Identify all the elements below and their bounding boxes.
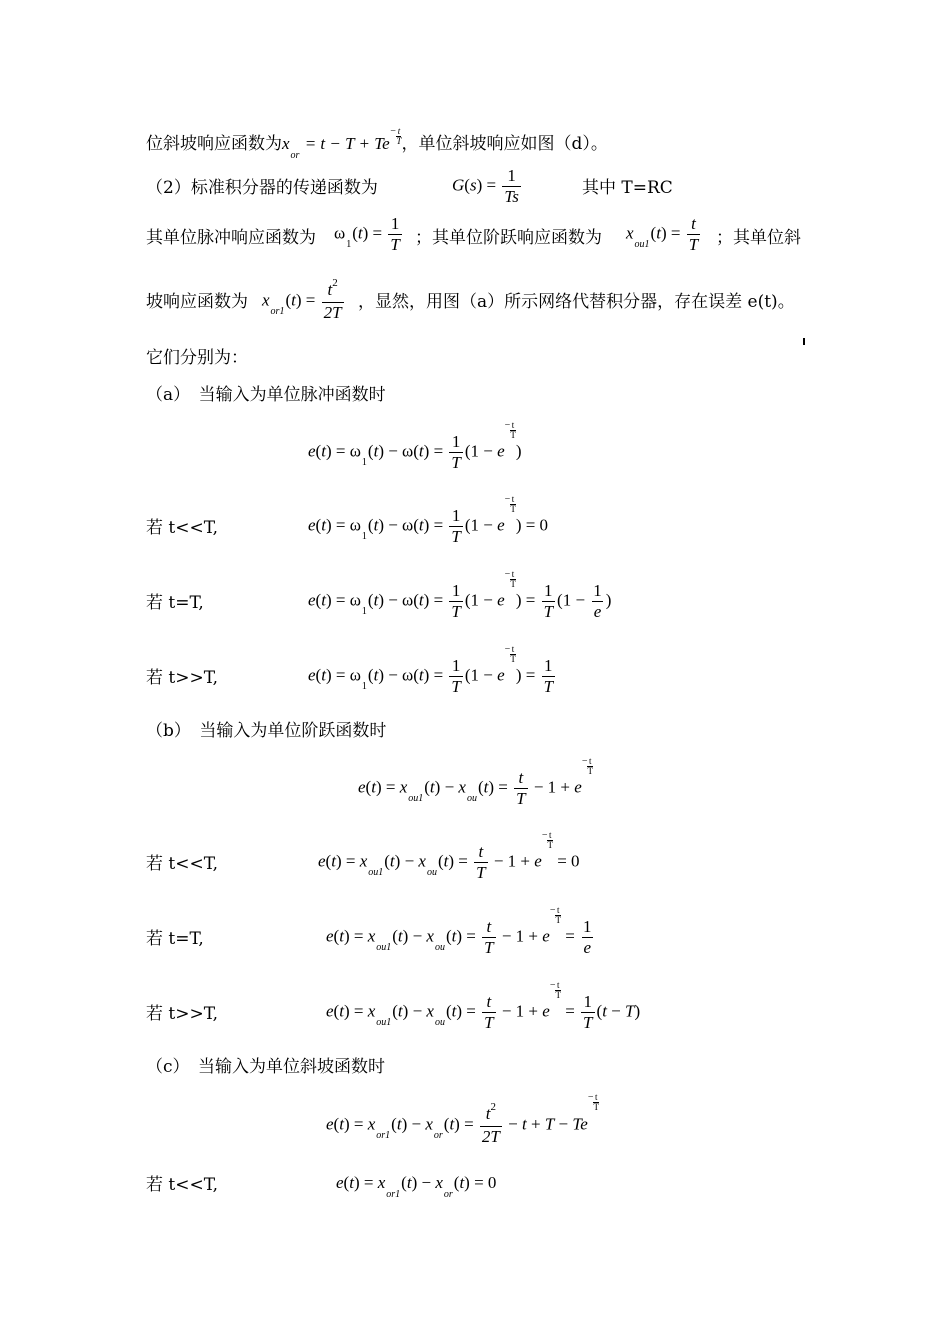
section-c-heading: （c） 当输入为单位斜坡函数时 [146,1057,386,1077]
text: ，显然，用图（a）所示网络代替积分器，存在误差 e(t)。 [358,292,795,312]
formula-b-lt: $e(t) = x_{ou1}(t) - x_{ou}(t)$ = $\frac{t}{T}$ − 1 + e− $\frac{t}{T}$ = 0 [318,830,580,882]
text: 其单位脉冲响应函数为 [146,228,316,248]
case-b-eq: 若 t=T, [146,929,204,949]
case-c-lt: 若 t<<T, [146,1175,218,1195]
formula-step: $x_{ou1}(t)$ = $\frac{t}{T}$ [626,214,699,254]
para-line-5: 它们分别为： [146,348,248,368]
formula-b-general: $e(t) = x_{ou1}(t) - x_{ou}(t)$ = $\frac{t}{T}$ − 1 + e− $\frac{t}{T}$ [358,756,593,808]
case-b-lt: 若 t<<T, [146,854,218,874]
formula-c-general: $e(t) = x_{or1}(t) - x_{or}(t)$ = $\frac{t^2}{2T}$ − t + T − Te− $\frac{t}{T}$ [326,1092,599,1146]
text: ，单位斜坡响应如图（d）。 [401,134,608,154]
para-line-4 [146,290,248,314]
formula-c-lt: $e(t) = x_{or1}(t) - x_{or}(t) = 0$ [336,1173,497,1200]
case-a-gt: 若 t>>T, [146,668,218,688]
case-a-lt: 若 t<<T, [146,518,218,538]
formula-impulse: $\omega_1(t)$ = $\frac{1}{T}$ [334,214,400,254]
para-line-1 [146,126,608,161]
formula-a-lt: $e(t) = \omega_1(t) - \omega(t)$ = $\frac{1}{T}$ (1 − e− $\frac{t}{T}$ ) = 0 [308,494,549,546]
formula-transfer-function: G(s) = $\frac{1}{Ts}$ [452,166,519,206]
text: 位斜坡响应函数为 [146,134,282,154]
formula-b-eq: $e(t) = x_{ou1}(t) - x_{ou}(t)$ = $\frac{t}{T}$ − 1 + e− $\frac{t}{T}$ = $\frac{1}{e}$ [326,905,592,957]
para-line-3 [146,226,316,250]
para-line-2 [146,176,378,200]
formula-a-gt: $e(t) = \omega_1(t) - \omega(t)$ = $\frac{1}{T}$ (1 − e− $\frac{t}{T}$ ) = $\frac{1}{T}$ [308,644,554,696]
formula-ramp-response: $x_{or} = t - T + Te-$ $\frac{t}{T}$ [282,126,402,161]
text: ；其单位斜 [716,228,801,248]
formula-ramp-integrator: $x_{or1}(t)$ = $\frac{t^2}{2T}$ [262,277,342,322]
case-a-eq: 若 t=T, [146,593,204,613]
case-b-gt: 若 t>>T, [146,1004,218,1024]
section-b-heading: （b） 当输入为单位阶跃函数时 [146,721,387,741]
text: （2）标准积分器的传递函数为 [146,178,378,198]
formula-b-gt: $e(t) = x_{ou1}(t) - x_{ou}(t)$ = $\frac{t}{T}$ − 1 + e− $\frac{t}{T}$ = $\frac{1}{T}$ (t − T) [326,980,641,1032]
text: 坡响应函数为 [146,292,248,312]
formula-a-eq: $e(t) = \omega_1(t) - \omega(t)$ = $\frac{1}{T}$ (1 − e− $\frac{t}{T}$ ) = $\frac{1}{T}$ (1 − $\frac{1}{e}$ ) [308,569,612,621]
section-a-heading: （a） 当输入为单位脉冲函数时 [146,385,386,405]
stray-mark [803,338,805,345]
formula-a-general: $e(t) = \omega_1(t) - \omega(t)$ = $\frac{1}{T}$ (1 − e− $\frac{t}{T}$ ) [308,420,522,472]
text: ；其单位阶跃响应函数为 [415,228,602,248]
text-t-rc: 其中 T=RC [582,178,673,198]
